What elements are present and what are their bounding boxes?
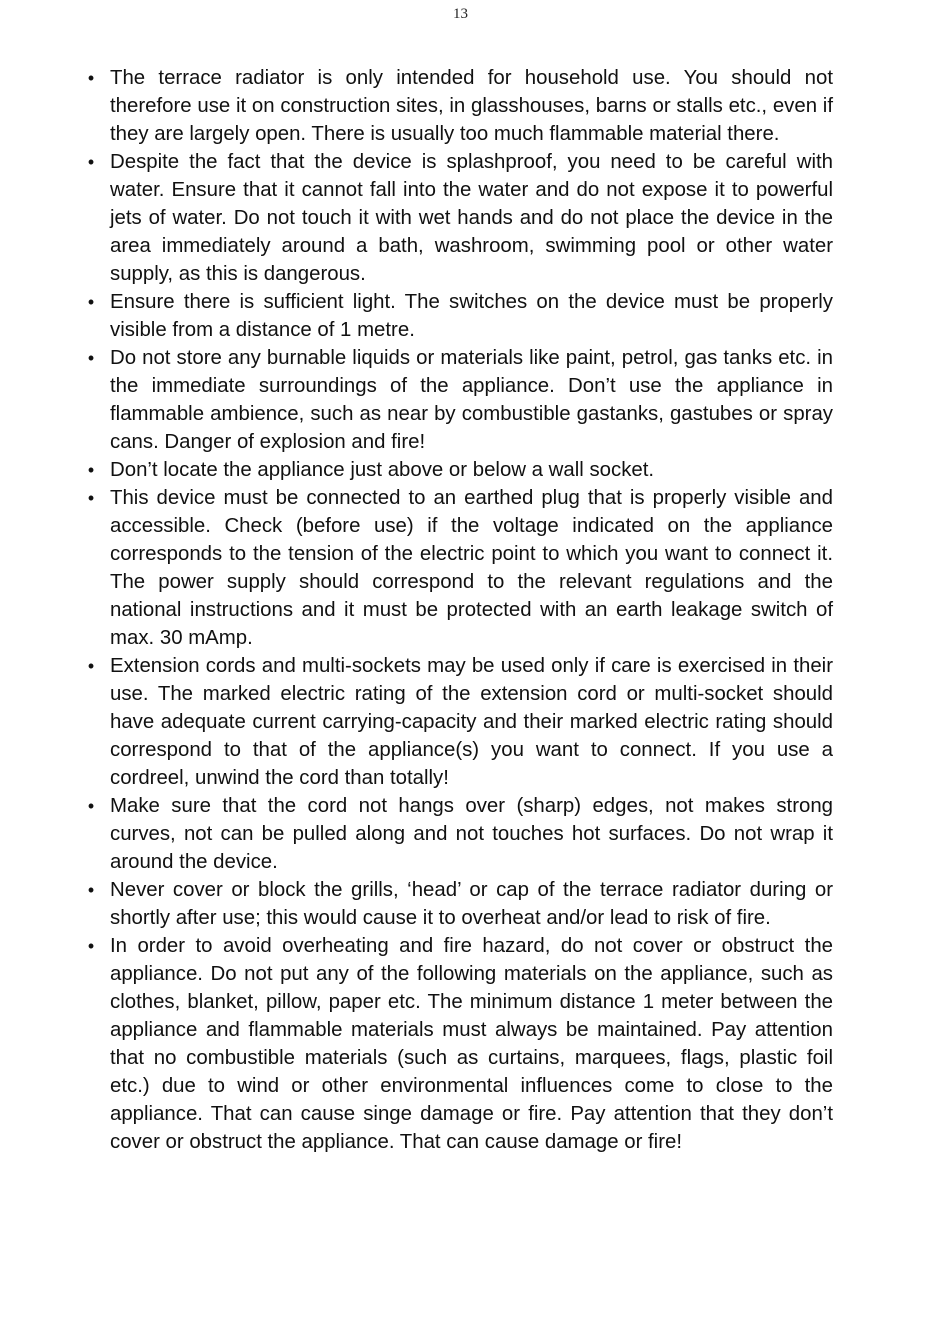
bullet-icon: • — [87, 880, 95, 900]
list-item-text: Extension cords and multi-sockets may be used only if care is exercised in their use. The marked electric rating of the extension cord or multi-socket should have adequate current carrying-capacity and their marked electric rating should correspond to that of the appliance(s) you want to connect. If you use a cordreel, unwind the cord than totally! — [110, 655, 833, 789]
safety-instructions-list — [87, 64, 833, 1156]
list-item-text: This device must be connected to an earthed plug that is properly visible and accessible. Check (before use) if the voltage indicated on the appliance corresponds to the tension of the electric point to which you want to connect it. The power supply should correspond to the relevant regulations and the national instructions and it must be protected with an earth leakage switch of max. 30 mAmp. — [110, 487, 833, 649]
list-item — [87, 876, 833, 932]
list-item — [87, 456, 833, 484]
list-item — [87, 288, 833, 344]
list-item-text: Ensure there is sufficient light. The switches on the device must be properly visible from a distance of 1 metre. — [110, 291, 833, 341]
list-item — [87, 652, 833, 792]
list-item-text: Despite the fact that the device is splashproof, you need to be careful with water. Ensure that it cannot fall into the water and do not expose it to powerful jets of water. Do not touch it with wet hands and do not place the device in the area immediately around a bath, washroom, swimming pool or other water supply, as this is dangerous. — [110, 151, 833, 285]
list-item — [87, 148, 833, 288]
bullet-icon: • — [87, 796, 95, 816]
bullet-icon: • — [87, 460, 95, 480]
bullet-icon: • — [87, 656, 95, 676]
list-item — [87, 64, 833, 148]
bullet-icon: • — [87, 292, 95, 312]
list-item-text: Do not store any burnable liquids or materials like paint, petrol, gas tanks etc. in the immediate surroundings of the appliance. Don’t use the appliance in flammable ambience, such as near by combustible gastanks, gastubes or spray cans. Danger of explosion and fire! — [110, 347, 833, 453]
list-item — [87, 792, 833, 876]
list-item-text: Never cover or block the grills, ‘head’ or cap of the terrace radiator during or shortly after use; this would cause it to overheat and/or lead to risk of fire. — [110, 879, 833, 929]
list-item — [87, 484, 833, 652]
bullet-icon: • — [87, 152, 95, 172]
page-number: 13 — [453, 6, 468, 22]
list-item-text: Make sure that the cord not hangs over (sharp) edges, not makes strong curves, not can be pulled along and not touches hot surfaces. Do not wrap it around the device. — [110, 795, 833, 873]
list-item — [87, 932, 833, 1156]
bullet-icon: • — [87, 488, 95, 508]
bullet-icon: • — [87, 348, 95, 368]
list-item-text: In order to avoid overheating and fire hazard, do not cover or obstruct the appliance. Do not put any of the following materials on the appliance, such as clothes, blanket, pillow, paper etc. The minimum distance 1 meter between the appliance and flammable materials must always be maintained. Pay attention that no combustible materials (such as curtains, marquees, flags, plastic foil etc.) due to wind or other environmental influences come to close to the appliance. That can cause singe damage or fire. Pay attention that they don’t cover or obstruct the appliance. That can cause damage or fire! — [110, 935, 833, 1153]
list-item — [87, 344, 833, 456]
bullet-icon: • — [87, 68, 95, 88]
list-item-text: The terrace radiator is only intended for household use. You should not therefore use it on construction sites, in glasshouses, barns or stalls etc., even if they are largely open. There is usually too much flammable material there. — [110, 67, 833, 145]
bullet-icon: • — [87, 936, 95, 956]
list-item-text: Don’t locate the appliance just above or below a wall socket. — [110, 459, 655, 481]
